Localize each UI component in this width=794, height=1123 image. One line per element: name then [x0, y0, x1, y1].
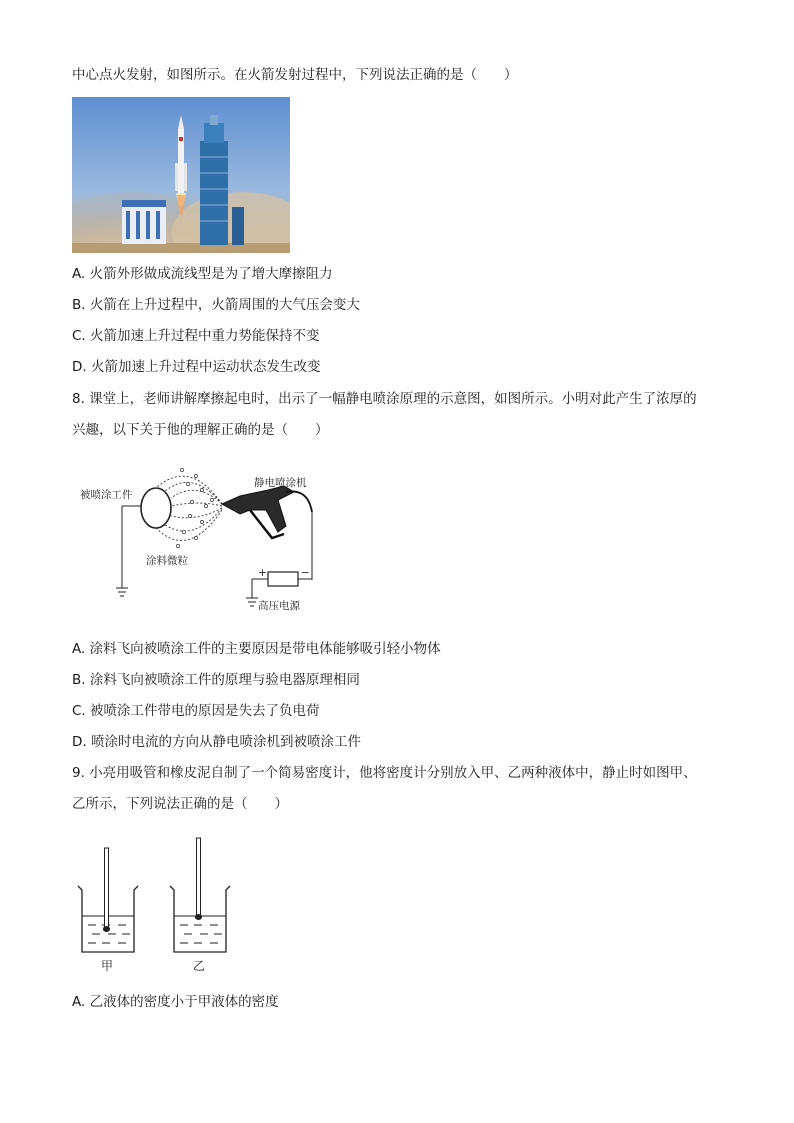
q8-stem-line2: 兴趣，以下关于他的理解正确的是（ ）	[72, 422, 329, 438]
label-power-supply: 高压电源	[258, 600, 300, 612]
label-plus: +	[258, 567, 267, 579]
q7-option-a: A. 火箭外形做成流线型是为了增大摩擦阻力	[72, 266, 333, 282]
label-workpiece: 被喷涂工件	[80, 489, 133, 501]
q9-stem-line2: 乙所示，下列说法正确的是（ ）	[72, 796, 288, 812]
q9-stem-line1: 9. 小亮用吸管和橡皮泥自制了一个简易密度计，他将密度计分别放入甲、乙两种液体中，静止时如图甲、	[72, 765, 697, 781]
q8-option-b: B. 涂料飞向被喷涂工件的原理与验电器原理相同	[72, 672, 360, 688]
density-meter-diagram	[72, 836, 242, 976]
label-jia: 甲	[101, 959, 114, 973]
electrostatic-spray-diagram	[72, 460, 332, 620]
q8-option-c: C. 被喷涂工件带电的原因是失去了负电荷	[72, 703, 320, 719]
q9-option-a: A. 乙液体的密度小于甲液体的密度	[72, 994, 279, 1010]
q7-option-d: D. 火箭加速上升过程中运动状态发生改变	[72, 359, 321, 375]
q7-option-c: C. 火箭加速上升过程中重力势能保持不变	[72, 328, 320, 344]
label-minus: −	[301, 567, 310, 579]
q7-stem: 中心点火发射，如图所示。在火箭发射过程中，下列说法正确的是（ ）	[72, 67, 518, 83]
label-spray-gun: 静电喷涂机	[254, 477, 307, 489]
q7-option-b: B. 火箭在上升过程中，火箭周围的大气压会变大	[72, 297, 360, 313]
q8-stem-line1: 8. 课堂上，老师讲解摩擦起电时，出示了一幅静电喷涂原理的示意图，如图所示。小明对此产生了浓厚的	[72, 391, 697, 407]
q8-option-d: D. 喷涂时电流的方向从静电喷涂机到被喷涂工件	[72, 734, 361, 750]
label-paint-particles: 涂料微粒	[146, 555, 188, 567]
label-yi: 乙	[193, 959, 206, 973]
q8-option-a: A. 涂料飞向被喷涂工件的主要原因是带电体能够吸引轻小物体	[72, 641, 441, 657]
rocket-launch-photo	[72, 97, 290, 253]
